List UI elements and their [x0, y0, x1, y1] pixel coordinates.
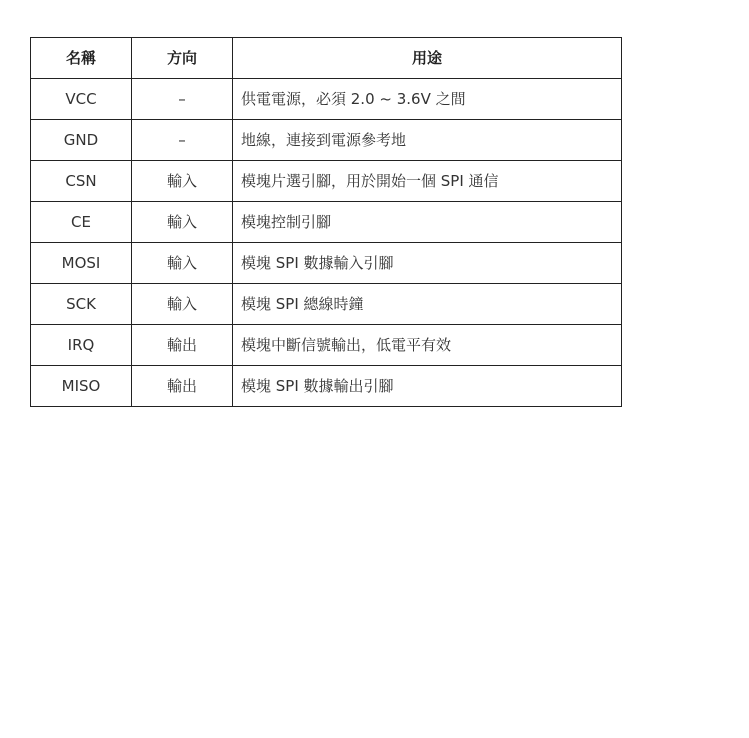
- pin-usage-cell: 供電電源，必須 2.0 ~ 3.6V 之間: [233, 79, 622, 120]
- pin-name-cell: VCC: [31, 79, 132, 120]
- table-row: [31, 79, 622, 120]
- pin-name-cell: IRQ: [31, 325, 132, 366]
- pin-name-cell: CE: [31, 202, 132, 243]
- pin-name-cell: SCK: [31, 284, 132, 325]
- pin-name-cell: MOSI: [31, 243, 132, 284]
- pin-usage-cell: 模塊控制引腳: [233, 202, 622, 243]
- pin-direction-cell: 輸入: [132, 284, 233, 325]
- header-usage: 用途: [233, 38, 622, 79]
- table-row: [31, 202, 622, 243]
- pin-direction-cell: 輸入: [132, 161, 233, 202]
- pin-usage-cell: 地線，連接到電源參考地: [233, 120, 622, 161]
- table-row: [31, 366, 622, 407]
- table-row: [31, 161, 622, 202]
- pin-name-cell: GND: [31, 120, 132, 161]
- header-name: 名稱: [31, 38, 132, 79]
- header-direction: 方向: [132, 38, 233, 79]
- table-row: [31, 284, 622, 325]
- table-header: [31, 38, 622, 79]
- pin-usage-cell: 模塊中斷信號輸出，低電平有效: [233, 325, 622, 366]
- table-row: [31, 120, 622, 161]
- pin-name-cell: CSN: [31, 161, 132, 202]
- pin-usage-cell: 模塊 SPI 總線時鐘: [233, 284, 622, 325]
- table-row: [31, 243, 622, 284]
- header-row: [31, 38, 622, 79]
- pin-direction-cell: 輸出: [132, 325, 233, 366]
- pin-direction-cell: 輸入: [132, 243, 233, 284]
- pin-definition-table: [30, 37, 622, 407]
- table-body: [31, 79, 622, 407]
- pin-usage-cell: 模塊 SPI 數據輸入引腳: [233, 243, 622, 284]
- table-row: [31, 325, 622, 366]
- pin-direction-cell: –: [132, 79, 233, 120]
- pin-usage-cell: 模塊 SPI 數據輸出引腳: [233, 366, 622, 407]
- pin-direction-cell: –: [132, 120, 233, 161]
- pin-direction-cell: 輸出: [132, 366, 233, 407]
- pin-name-cell: MISO: [31, 366, 132, 407]
- pin-usage-cell: 模塊片選引腳，用於開始一個 SPI 通信: [233, 161, 622, 202]
- pin-direction-cell: 輸入: [132, 202, 233, 243]
